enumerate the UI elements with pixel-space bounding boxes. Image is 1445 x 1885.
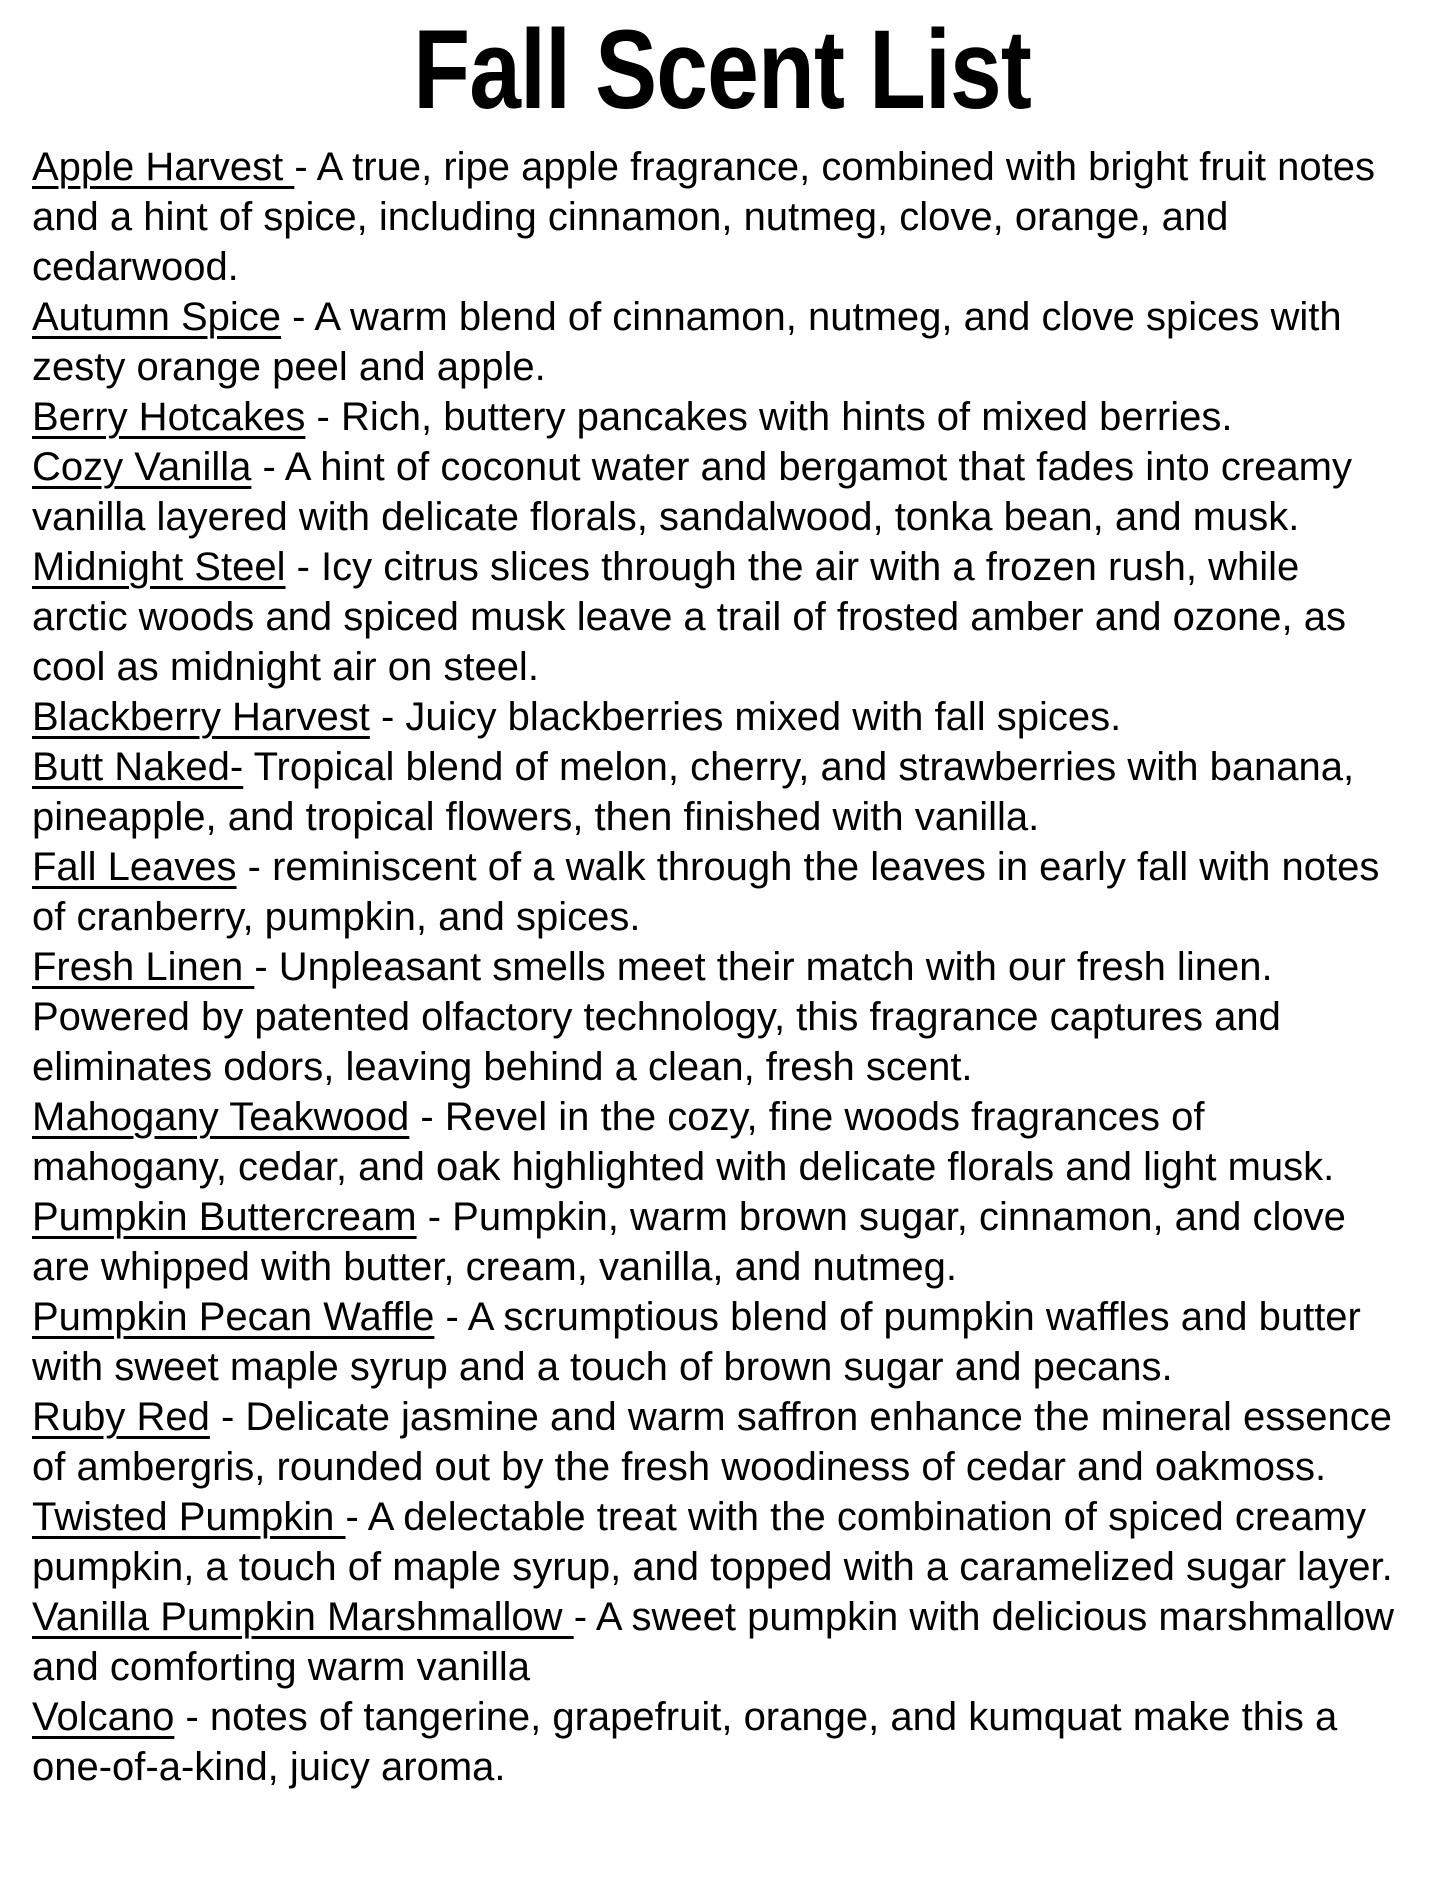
scent-description: Juicy blackberries mixed with fall spices. — [405, 695, 1122, 739]
scent-description: Icy citrus slices through the air with a frozen rush, while arctic woods and spiced musk leave a trail of frosted amber and ozone, as cool as midnight air on steel. — [32, 545, 1358, 689]
scent-description: Pumpkin, warm brown sugar, cinnamon, and clove are whipped with butter, cream, vanilla, and nutmeg. — [32, 1195, 1358, 1289]
scent-name: Vanilla Pumpkin Marshmallow — [32, 1595, 574, 1639]
scent-entry — [32, 1692, 1405, 1792]
scent-description: A true, ripe apple fragrance, combined with bright fruit notes and a hint of spice, including cinnamon, nutmeg, clove, orange, and cedarwood. — [32, 145, 1387, 289]
scent-entry — [32, 1392, 1405, 1492]
scent-entry — [32, 1092, 1405, 1192]
scent-entry — [32, 542, 1405, 692]
scent-entry — [32, 1292, 1405, 1392]
scent-list — [0, 142, 1445, 1792]
scent-separator: - — [573, 1595, 596, 1639]
scent-name: Pumpkin Pecan Waffle — [32, 1295, 435, 1339]
scent-separator: - — [174, 1695, 210, 1739]
scent-separator: - — [251, 445, 285, 489]
scent-description: Rich, buttery pancakes with hints of mixed berries. — [340, 395, 1233, 439]
scent-separator: - — [285, 545, 322, 589]
scent-name: Autumn Spice — [32, 295, 282, 339]
scent-entry — [32, 1592, 1405, 1692]
scent-name: Midnight Steel — [32, 545, 286, 589]
scent-separator: - — [305, 395, 341, 439]
scent-description: A scrumptious blend of pumpkin waffles and butter with sweet maple syrup and a touch of brown sugar and pecans. — [32, 1295, 1372, 1389]
scent-description: notes of tangerine, grapefruit, orange, and kumquat make this a one-of-a-kind, juicy aroma. — [32, 1695, 1349, 1789]
scent-separator: - — [236, 845, 273, 889]
scent-entry — [32, 442, 1405, 542]
scent-entry — [32, 742, 1405, 842]
scent-name: Fall Leaves — [32, 845, 237, 889]
scent-name: Pumpkin Buttercream — [32, 1195, 417, 1239]
scent-entry — [32, 292, 1405, 392]
scent-separator: - — [409, 1095, 445, 1139]
scent-entry — [32, 142, 1405, 292]
scent-name: Mahogany Teakwood — [32, 1095, 410, 1139]
scent-description: A sweet pumpkin with delicious marshmallow and comforting warm vanilla — [32, 1595, 1406, 1689]
scent-name: Butt Naked- — [32, 745, 244, 789]
scent-entry — [32, 942, 1405, 1092]
scent-entry — [32, 692, 1405, 742]
scent-entry — [32, 842, 1405, 942]
scent-separator: - — [281, 295, 315, 339]
scent-description: reminiscent of a walk through the leaves in early fall with notes of cranberry, pumpkin, and spices. — [32, 845, 1391, 939]
scent-description: A delectable treat with the combination of spiced creamy pumpkin, a touch of maple syrup, and topped with a caramelized sugar layer. — [32, 1495, 1393, 1589]
scent-separator: - — [294, 145, 317, 189]
document-page — [0, 7, 1445, 1885]
scent-name: Cozy Vanilla — [32, 445, 252, 489]
scent-separator: - — [369, 695, 406, 739]
scent-name: Fresh Linen — [32, 945, 255, 989]
scent-description: Tropical blend of melon, cherry, and strawberries with banana, pineapple, and tropical flowers, then finished with vanilla. — [32, 745, 1366, 839]
scent-description: A hint of coconut water and bergamot that fades into creamy vanilla layered with delicate florals, sandalwood, tonka bean, and musk. — [32, 445, 1364, 539]
scent-description: Unpleasant smells meet their match with our fresh linen. Powered by patented olfactory technology, this fragrance captures and eliminates odors, leaving behind a clean, fresh scent. — [32, 945, 1293, 1089]
scent-description: Delicate jasmine and warm saffron enhance the mineral essence of ambergris, rounded out by the fresh woodiness of cedar and oakmoss. — [32, 1395, 1404, 1489]
scent-description: A warm blend of cinnamon, nutmeg, and clove spices with zesty orange peel and apple. — [32, 295, 1353, 389]
page-title — [0, 7, 1445, 132]
scent-name: Volcano — [32, 1695, 175, 1739]
scent-separator: - — [434, 1295, 468, 1339]
scent-name: Ruby Red — [32, 1395, 210, 1439]
scent-entry — [32, 1492, 1405, 1592]
scent-name: Twisted Pumpkin — [32, 1495, 346, 1539]
scent-entry — [32, 1192, 1405, 1292]
scent-separator: - — [254, 945, 279, 989]
scent-separator — [243, 745, 253, 789]
scent-separator: - — [416, 1195, 453, 1239]
page-title-text: Fall Scent List — [413, 7, 1032, 132]
scent-description: Revel in the cozy, fine woods fragrances of mahogany, cedar, and oak highlighted with delicate florals and light musk. — [32, 1095, 1335, 1189]
scent-separator: - — [209, 1395, 246, 1439]
scent-name: Apple Harvest — [32, 145, 295, 189]
scent-entry — [32, 392, 1405, 442]
scent-name: Berry Hotcakes — [32, 395, 306, 439]
scent-separator: - — [345, 1495, 368, 1539]
scent-name: Blackberry Harvest — [32, 695, 370, 739]
